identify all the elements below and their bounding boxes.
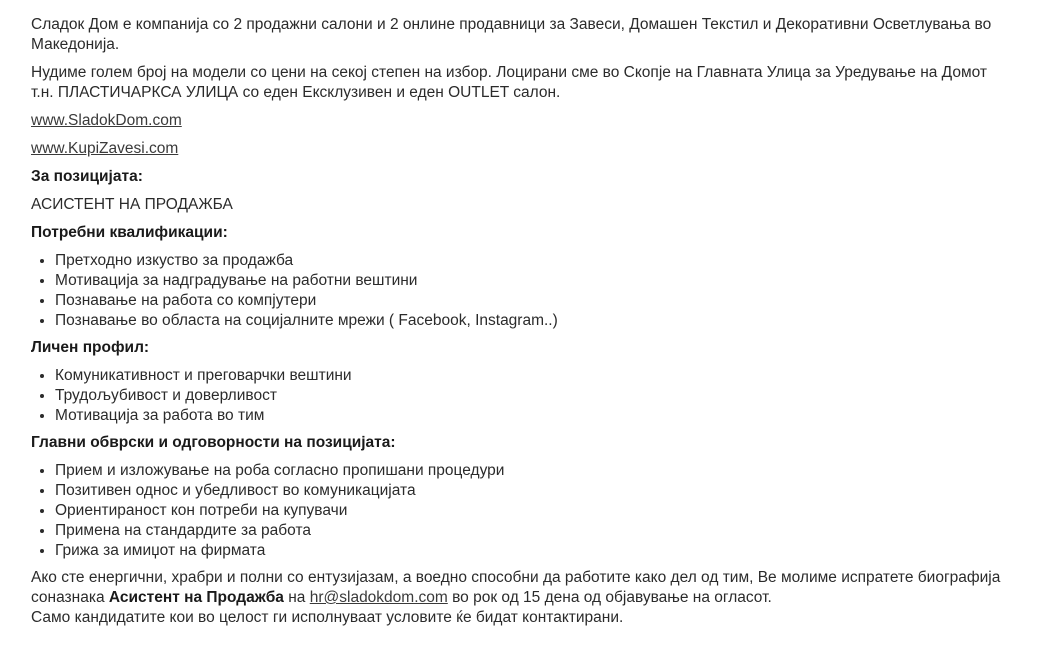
intro-paragraph-location: Нудиме голем број на модели со цени на секој степен на избор. Лоцирани сме во Скопје на Главната Улица за Уредување на Домот т.н. ПЛАСТИЧАРКСА УЛИЦА со еден Ексклузивен и еден OUTLET салон.: [31, 64, 988, 101]
list-item: • Прием и изложување на роба согласно пропишани процедури: [55, 461, 1013, 481]
qualifications-list: [31, 251, 1013, 331]
closing-text-before: Ако сте енергични, храбри и полни со ентузијазам, а воедно способни да работите како дел од тим, Ве молиме испратете биографија соназнака: [31, 569, 1001, 606]
link-row-sladokdom: [31, 111, 1013, 131]
final-note: Само кандидатите кои во целост ги исполнуваат условите ќе бидат контактирани.: [31, 609, 624, 626]
qualifications-heading: Потребни квалификации:: [31, 224, 228, 241]
list-item: • Примена на стандардите за работа: [55, 521, 1013, 541]
list-item: • Позитивен однос и убедливост во комуникацијата: [55, 481, 1013, 501]
kupizavesi-link[interactable]: www.KupiZavesi.com: [31, 140, 179, 157]
list-item: • Комуникативност и преговарчки вештини: [55, 366, 1013, 386]
link-row-kupizavesi: [31, 139, 1013, 159]
list-item: • Трудољубивост и доверливост: [55, 386, 1013, 406]
list-item: • Ориентираност кон потреби на купувачи: [55, 501, 1013, 521]
intro-paragraph-company: Сладок Дом е компанија со 2 продажни салони и 2 онлине продавници за Завеси, Домашен Текстил и Декоративни Осветлувања во Македонија.: [31, 16, 992, 53]
email-link[interactable]: hr@sladokdom.com: [309, 589, 448, 606]
position-title: АСИСТЕНТ НА ПРОДАЖБА: [31, 196, 233, 213]
profile-heading: Личен профил:: [31, 339, 150, 356]
list-item: • Мотивација за работа во тим: [55, 406, 1013, 426]
duties-heading: Главни обврски и одговорности на позицијата:: [31, 434, 396, 451]
list-item: • Мотивација за надградување на работни вештини: [55, 271, 1013, 291]
position-label-bold: Асистент на Продажба: [108, 589, 284, 606]
closing-paragraph: [31, 568, 1013, 608]
profile-list: [31, 366, 1013, 426]
list-item: • Познавање на работа со компјутери: [55, 291, 1013, 311]
list-item: • Претходно изкуство за продажба: [55, 251, 1013, 271]
duties-list: [31, 461, 1013, 561]
position-heading: За позицијата:: [31, 168, 143, 185]
closing-text-after: во рок од 15 дена од објавување на огласот.: [447, 589, 772, 606]
list-item: • Грижа за имиџот на фирмата: [55, 541, 1013, 561]
sladokdom-link[interactable]: www.SladokDom.com: [31, 112, 182, 129]
list-item: • Познавање во областа на социјалните мрежи ( Facebook, Instagram..): [55, 311, 1013, 331]
closing-text-na: на: [283, 589, 310, 606]
